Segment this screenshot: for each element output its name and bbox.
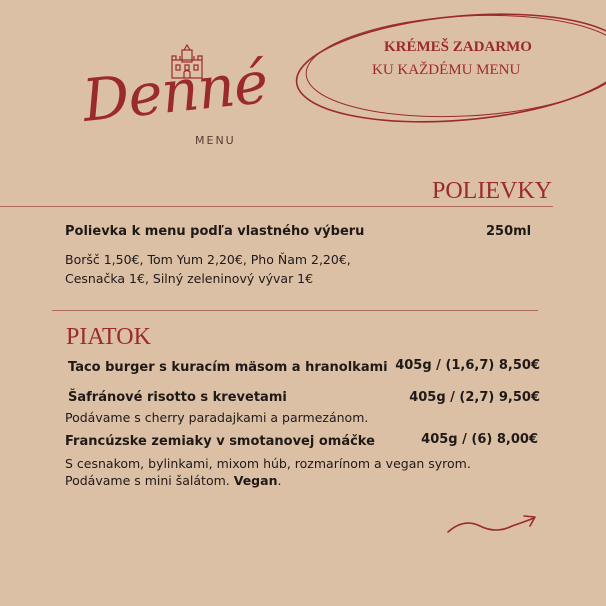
soup-options-line-1: Boršč 1,50€, Tom Yum 2,20€, Pho Ňam 2,20€, — [65, 252, 351, 267]
arrow-right-icon — [446, 512, 538, 538]
menu-item-2-name: Šafránové risotto s krevetami — [68, 390, 287, 405]
menu-item-3-name: Francúzske zemiaky v smotanovej omáčke — [65, 434, 375, 449]
vegan-label: Vegan — [233, 473, 278, 488]
soups-heading: POLIEVKY — [432, 178, 552, 204]
day-heading: PIATOK — [66, 324, 151, 350]
menu-item-2-price: 405g / (2,7) 9,50€ — [409, 390, 540, 405]
logo-subtitle: MENU — [195, 134, 236, 147]
menu-item-3-desc-2 — [65, 471, 281, 490]
menu-item-3-price: 405g / (6) 8,00€ — [421, 432, 538, 447]
menu-item-1-price: 405g / (1,6,7) 8,50€ — [395, 358, 540, 373]
soup-options-line-2: Cesnačka 1€, Silný zeleninový vývar 1€ — [65, 271, 314, 286]
menu-item-2-desc: Podávame s cherry paradajkami a parmezánom. — [65, 410, 369, 425]
logo-script: Denné — [79, 48, 271, 135]
section-divider — [52, 310, 538, 311]
menu-item-1-name: Taco burger s kuracím mäsom a hranolkami — [68, 360, 388, 375]
soup-item-name: Polievka k menu podľa vlastného výberu — [65, 224, 365, 239]
promo-line-1: KRÉMEŠ ZADARMO — [384, 39, 532, 55]
soup-item-amount: 250ml — [486, 224, 532, 239]
menu-item-3-desc-1: S cesnakom, bylinkami, mixom húb, rozmarínom a vegan syrom. — [65, 456, 471, 471]
menu-item-3-desc-2-prefix: Podávame s mini šalátom. — [65, 473, 234, 488]
soups-divider — [0, 206, 553, 207]
promo-line-2: KU KAŽDÉMU MENU — [372, 62, 521, 78]
menu-item-3-desc-2-suffix: . — [277, 473, 282, 488]
